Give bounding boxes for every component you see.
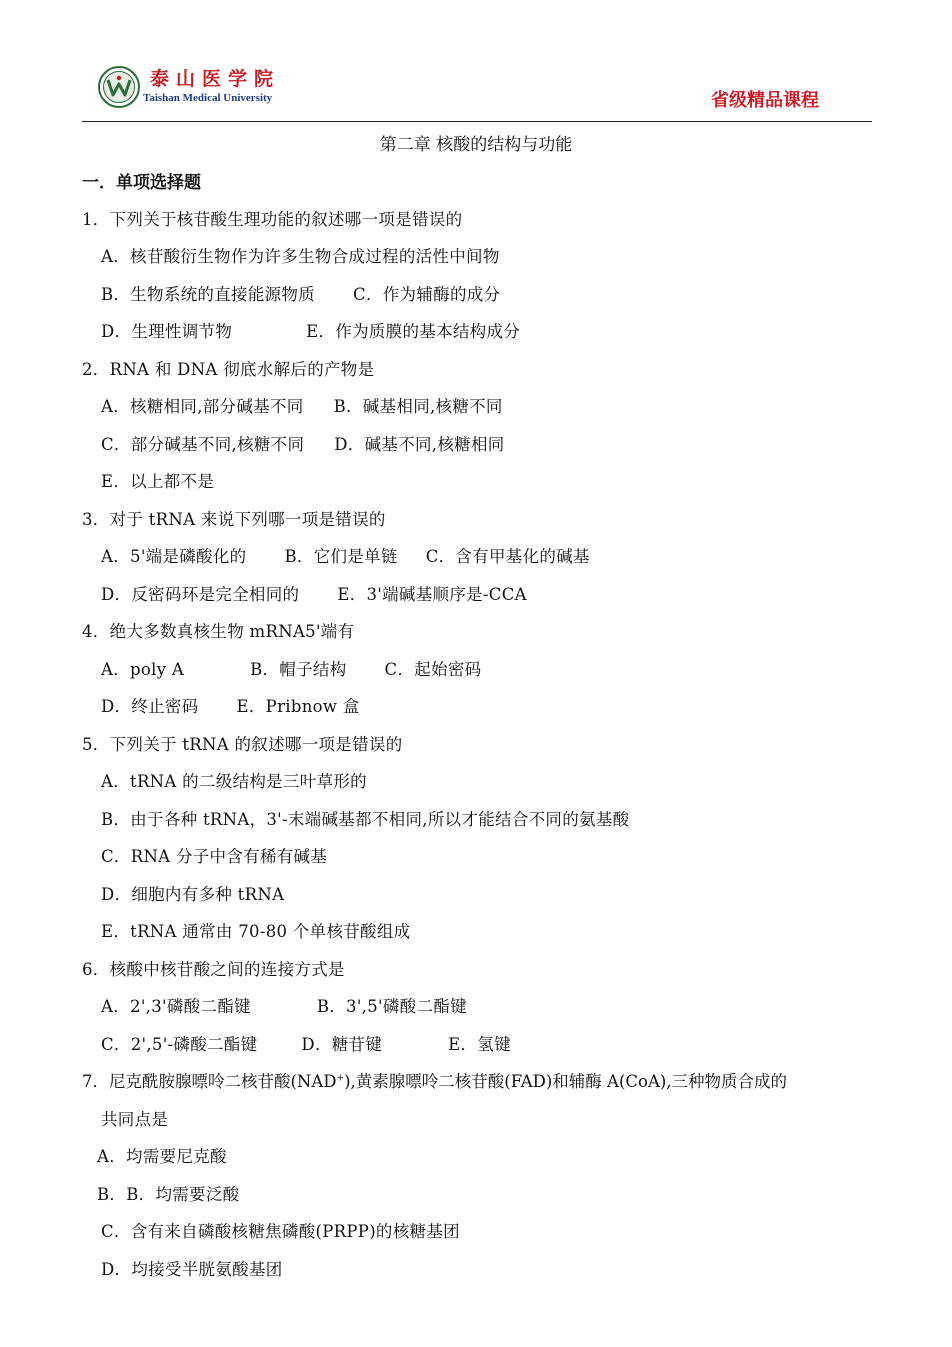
question-2-option-c: C．部分碱基不同,核糖不同 — [101, 435, 305, 454]
question-3-option-a: A．5'端是磷酸化的 — [101, 547, 247, 566]
question-7-option-a: A．均需要尼克酸 — [97, 1147, 227, 1166]
question-6-option-c: C．2',5'-磷酸二酯键 — [101, 1035, 258, 1054]
question-3-option-d: D．反密码环是完全相同的 — [101, 585, 300, 604]
question-1-options-row-2 — [101, 281, 500, 305]
question-7-stem-part-2: ),黄素腺嘌呤二核苷酸(FAD)和辅酶 A(CoA),三种物质合成的 — [344, 1072, 788, 1091]
question-3-option-b: B．它们是单链 — [284, 547, 398, 566]
question-6-option-d: D．糖苷键 — [301, 1035, 383, 1054]
header-divider — [82, 121, 872, 122]
question-7-stem-continuation: 共同点是 — [101, 1110, 169, 1129]
question-2-option-a: A．核糖相同,部分碱基不同 — [101, 397, 304, 416]
question-2-options-row-1 — [101, 393, 503, 417]
question-4-option-d: D．终止密码 — [101, 697, 199, 716]
university-logo-icon — [98, 66, 140, 108]
question-7-stem — [82, 1068, 787, 1092]
question-4-option-e: E．Pribnow 盒 — [236, 697, 360, 716]
question-2-option-e: E．以上都不是 — [101, 472, 215, 491]
question-7-option-c: C．含有来自磷酸核糖焦磷酸(PRPP)的核糖基团 — [101, 1222, 460, 1241]
question-5-option-e: E．tRNA 通常由 70-80 个单核苷酸组成 — [101, 922, 411, 941]
page-header — [0, 0, 952, 124]
question-5-option-a: A．tRNA 的二级结构是三叶草形的 — [101, 772, 367, 791]
chapter-title: 第二章 核酸的结构与功能 — [379, 135, 573, 155]
question-6-option-b: B．3',5'磷酸二酯键 — [316, 997, 467, 1016]
school-name-cn: 泰山医学院 — [150, 68, 281, 90]
question-1-stem: 1．下列关于核苷酸生理功能的叙述哪一项是错误的 — [82, 210, 463, 229]
question-6-options-row-2 — [101, 1031, 511, 1055]
question-1-option-d: D．生理性调节物 — [101, 322, 233, 341]
question-7-stem-superscript: + — [336, 1073, 345, 1084]
question-1-option-b: B．生物系统的直接能源物质 — [101, 285, 316, 304]
question-4-options-row-2 — [101, 693, 360, 717]
question-6-option-a: A．2',3'磷酸二酯键 — [101, 997, 251, 1016]
question-6-stem: 6．核酸中核苷酸之间的连接方式是 — [82, 960, 345, 979]
question-1-options-row-3 — [101, 318, 520, 342]
question-1-option-e: E．作为质膜的基本结构成分 — [306, 322, 521, 341]
question-3-option-e: E．3'端碱基顺序是-CCA — [337, 585, 527, 604]
course-tag: 省级精品课程 — [711, 90, 819, 111]
section-title: 一．单项选择题 — [82, 173, 201, 193]
question-5-option-d: D．细胞内有多种 tRNA — [101, 885, 285, 904]
question-1-option-c: C．作为辅酶的成分 — [353, 285, 501, 304]
question-3-options-row-1 — [101, 543, 590, 567]
question-5-option-b: B．由于各种 tRNA，3'-末端碱基都不相同,所以才能结合不同的氨基酸 — [101, 810, 630, 829]
question-4-option-c: C．起始密码 — [384, 660, 482, 679]
question-4-option-a: A．poly A — [101, 660, 185, 679]
question-7-stem-part-1: 7．尼克酰胺腺嘌呤二核苷酸(NAD — [82, 1072, 337, 1091]
question-6-options-row-1 — [101, 993, 467, 1017]
question-2-stem: 2．RNA 和 DNA 彻底水解后的产物是 — [82, 360, 375, 379]
question-3-options-row-2 — [101, 581, 527, 605]
school-name-en: Taishan Medical University — [143, 92, 273, 104]
question-2-option-b: B．碱基相同,核糖不同 — [333, 397, 503, 416]
question-6-option-e: E．氢键 — [448, 1035, 511, 1054]
question-4-stem: 4．绝大多数真核生物 mRNA5'端有 — [82, 622, 355, 641]
question-2-options-row-2 — [101, 431, 505, 455]
question-4-options-row-1 — [101, 656, 481, 680]
question-7-option-d: D．均接受半胱氨酸基团 — [101, 1260, 283, 1279]
question-3-stem: 3．对于 tRNA 来说下列哪一项是错误的 — [82, 510, 386, 529]
question-4-option-b: B．帽子结构 — [250, 660, 347, 679]
question-3-option-c: C．含有甲基化的碱基 — [425, 547, 590, 566]
question-5-option-c: C．RNA 分子中含有稀有碱基 — [101, 847, 328, 866]
question-2-option-d: D．碱基不同,核糖相同 — [334, 435, 505, 454]
question-5-stem: 5．下列关于 tRNA 的叙述哪一项是错误的 — [82, 735, 403, 754]
question-1-option-a: A．核苷酸衍生物作为许多生物合成过程的活性中间物 — [101, 247, 500, 266]
question-7-option-b: B．B．均需要泛酸 — [97, 1185, 240, 1204]
